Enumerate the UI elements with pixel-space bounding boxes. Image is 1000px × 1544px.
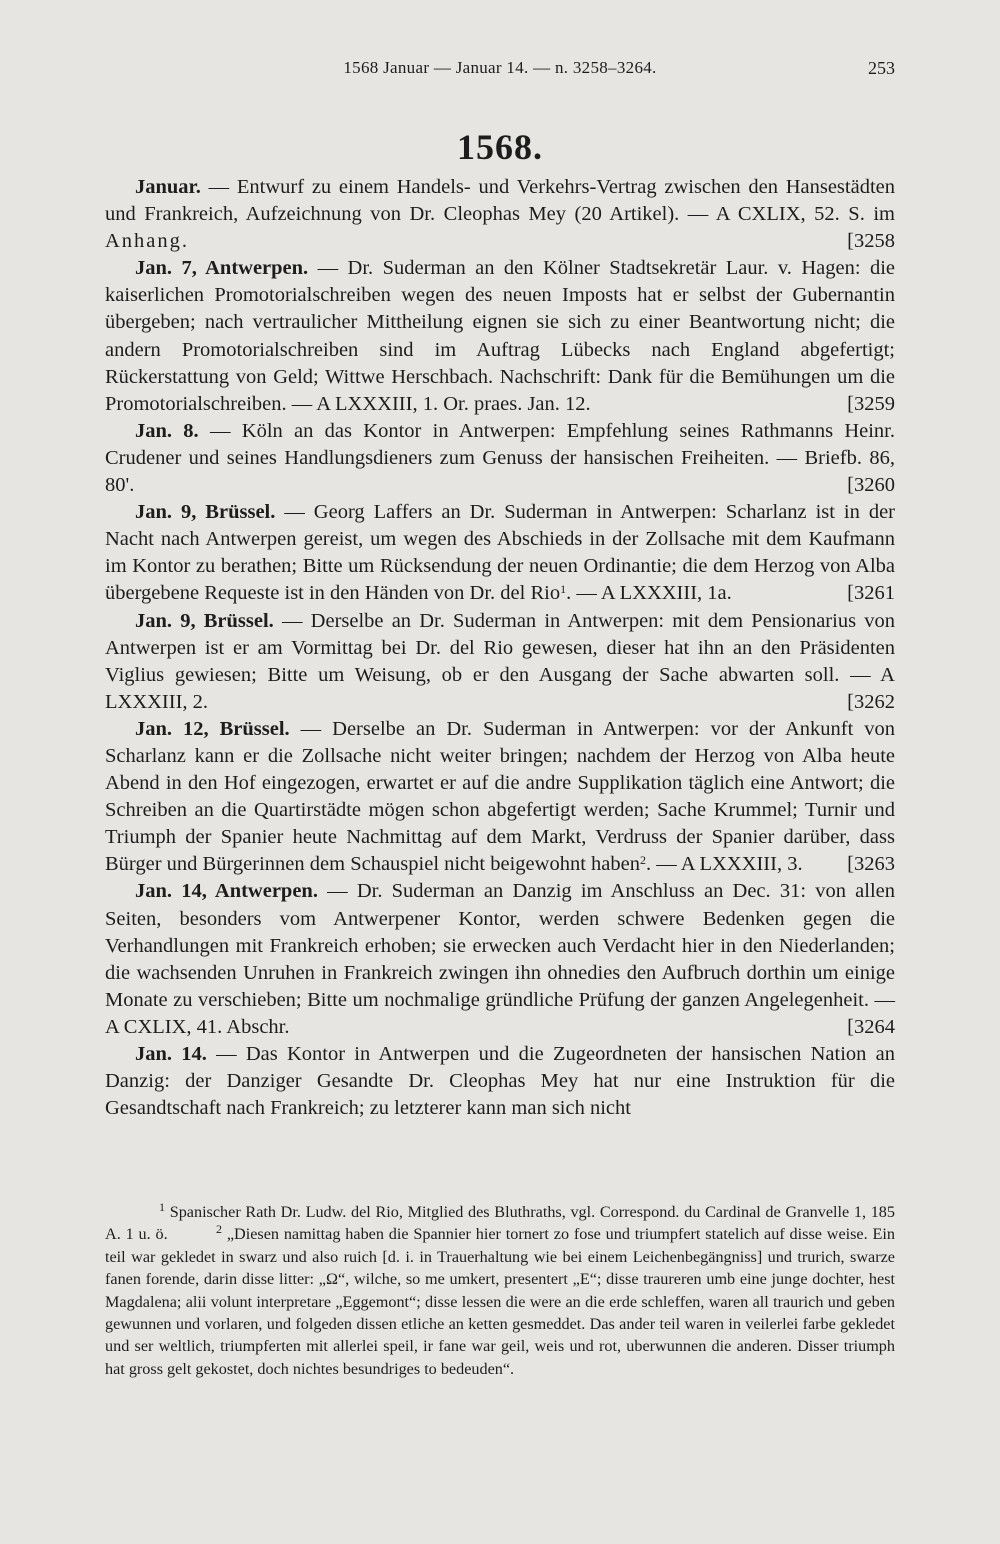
entry-date: Jan. 9, Brüssel. [135, 609, 274, 632]
entry-3262 [105, 608, 895, 716]
entry-date: Jan. 12, Brüssel. [135, 717, 290, 740]
footnote-block [105, 1201, 895, 1380]
year-heading: 1568. [457, 127, 543, 167]
entry-3261 [105, 499, 895, 607]
entry-3259 [105, 255, 895, 418]
entry-text: — Das Kontor in Antwerpen und die Zugeordneten der hansischen Nation an Danzig: der Danziger Gesandte Dr. Cleophas Mey hat nur eine Instruktion für die Gesandtschaft nach Frankreich; zu letzterer kann man sich nicht [105, 1043, 895, 1120]
entry-number-value: 3260 [854, 474, 895, 497]
footnote-2-text: „Diesen namittag haben die Spannier hier tornert zo fose und triumpfert statelich auf disse weise. Ein teil war gekledet in swarz und also ruich [d. i. in Trauerhaltung wie bei einem Leichenbegängniss] und trurich, swarze fanen forende, darin disse litter: „Ω“, wilche, so me umkert, presentert „E“; disse traureren umb eine junge dochter, hest Magdalena; alii volunt interpretare „Eggemont“; disse lessen die were an die erde schleffen, waren all traurich und geben gewunnen und vorlaren, und folgeden dissen etliche an ketten gesmeddet. Das ander teil waren in veilerlei farbe gekledet und ser weltlich, triumpferten mit allerlei speil, ir fane war geil, weis und rot, uberwunnen die anderen. Disser triumph hat gross gelt gekostet, doch nichtes besundriges to bedeuden“. [105, 1225, 895, 1378]
running-title: 1568 Januar — Januar 14. — n. 3258–3264. [343, 58, 657, 77]
entry-date: Januar. [135, 176, 201, 198]
calendar-entries [105, 174, 895, 1122]
page-header [105, 58, 895, 86]
footnote-ref: 1 [560, 582, 567, 597]
entry-number: [3258 [847, 230, 895, 253]
entry-3265-start [105, 1041, 895, 1122]
entry-text: — Derselbe an Dr. Suderman in Antwerpen: vor der Ankunft von Scharlanz kann er die Zollsache nicht weiter bringen; nachdem der Herzog von Alba heute Abend in den Hof eingezogen, erwartet er auf die andre Supplikation täglich eine Antwort; die Schreiben an die Quartirstädte mögen schon abgefertigt werden; Sache Krummel; Turnir und Triumph der Spanier heute Nachmittag auf dem Markt, Verdruss der Spanier darüber, dass Bürger und Bürgerinnen dem Schauspiel nicht beigewohnt haben [105, 717, 896, 876]
entry-text: — Dr. Suderman an den Kölner Stadtsekretär Laur. v. Hagen: die kaiserlichen Promotorialschreiben wegen des neuen Imposts hat er selbst der Gubernantin übergeben; nach vertraulicher Mittheilung eignen sie sich zu einer Beantwortung nicht; die andern Promotorialschreiben sind im Auftrag Lübecks nach England abgefertigt; Rückerstattung von Geld; Wittwe Herschbach. Nachschrift: Dank für die Bemühungen um die Promotorialschreiben. — A LXXXIII, 1. Or. praes. Jan. 12. [105, 257, 895, 415]
entry-text: — Entwurf zu einem Handels- und Verkehrs-Vertrag zwischen den Hansestädten und Frankreich, Aufzeichnung von Dr. Cleophas Mey (20 Artikel). — A CXLIX, 52. S. im [105, 176, 896, 226]
entry-number-value: 3264 [854, 1015, 895, 1038]
footnote-ref: 2 [639, 853, 646, 868]
entry-3264 [105, 878, 895, 1041]
entry-number: [3262 [847, 690, 895, 713]
entry-3258 [105, 174, 895, 255]
entry-date: Jan. 7, Antwerpen. [135, 257, 309, 280]
entry-text: — Derselbe an Dr. Suderman in Antwerpen: mit dem Pensionarius von Antwerpen ist er am Vormittag bei Dr. del Rio gewesen, dieser hat ihn an den Präsidenten Viglius gewiesen; Bitte um Weisung, ob er den Ausgang der Sache abwarten soll. — A LXXXIII, 2. [105, 609, 895, 713]
entry-text-tail: . — A LXXXIII, 1a. [566, 582, 732, 605]
entry-number-value: 3261 [854, 582, 895, 605]
entry-3260 [105, 418, 895, 499]
entry-text: — Köln an das Kontor in Antwerpen: Empfehlung seines Rathmanns Heinr. Crudener und seines Handlungsdieners zum Genuss der hansischen Freiheiten. — Briefb. 86, 80'. [105, 419, 895, 497]
entry-text: — Dr. Suderman an Danzig im Anschluss an Dec. 31: von allen Seiten, besonders vom Antwerpener Kontor, werden schwere Bedenken gegen die Verhandlungen mit Frankreich erhoben; sie erwecken auch Verdacht hier in den Niederlanden; die wachsenden Unruhen in Frankreich zwingen ihn ohnedies den Aufbruch dorthin um einige Monate zu verschieben; Bitte um nochmalige gründliche Prüfung der ganzen Angelegenheit. — A CXLIX, 41. Abschr. [105, 880, 895, 1038]
entry-date: Jan. 14, Antwerpen. [135, 880, 318, 903]
entry-number: [3264 [847, 1015, 895, 1038]
entry-number-value: 3258 [854, 230, 895, 253]
entry-number-value: 3262 [854, 690, 895, 713]
footnote-2-mark: 2 [216, 1222, 222, 1237]
entry-date: Jan. 8. [135, 419, 199, 442]
page-number: 253 [868, 58, 895, 78]
entry-number-value: 3263 [854, 853, 895, 876]
entry-number: [3263 [847, 853, 895, 876]
entry-date: Jan. 9, Brüssel. [135, 501, 276, 524]
entry-text-spaced: Anhang. [105, 230, 190, 253]
footnote-1-mark: 1 [159, 1200, 165, 1214]
footnotes [105, 1201, 895, 1380]
entry-number: [3261 [847, 582, 895, 605]
footnote-1-text: Spanischer Rath Dr. Ludw. del Rio, Mitglied des Bluthraths, vgl. Correspond. du Cardinal de Granvelle 1, 185 A. 1 u. ö. [105, 1203, 895, 1244]
entry-text: — Georg Laffers an Dr. Suderman in Antwerpen: Scharlanz ist in der Nacht nach Antwerpen gereist, um wegen des Abschieds in der Zollsache mit dem Kaufmann im Kontor zu berathen; Bitte um Rücksendung der neuen Ordinantie; die dem Herzog von Alba übergebene Requeste ist in den Händen von Dr. del Rio [105, 501, 896, 605]
entry-3263 [105, 716, 895, 879]
entry-number: [3260 [847, 474, 895, 497]
entry-text-tail: . — A LXXXIII, 3. [645, 853, 803, 876]
entry-date: Jan. 14. [135, 1043, 207, 1065]
entry-number-value: 3259 [854, 392, 895, 415]
entry-number: [3259 [847, 392, 895, 415]
